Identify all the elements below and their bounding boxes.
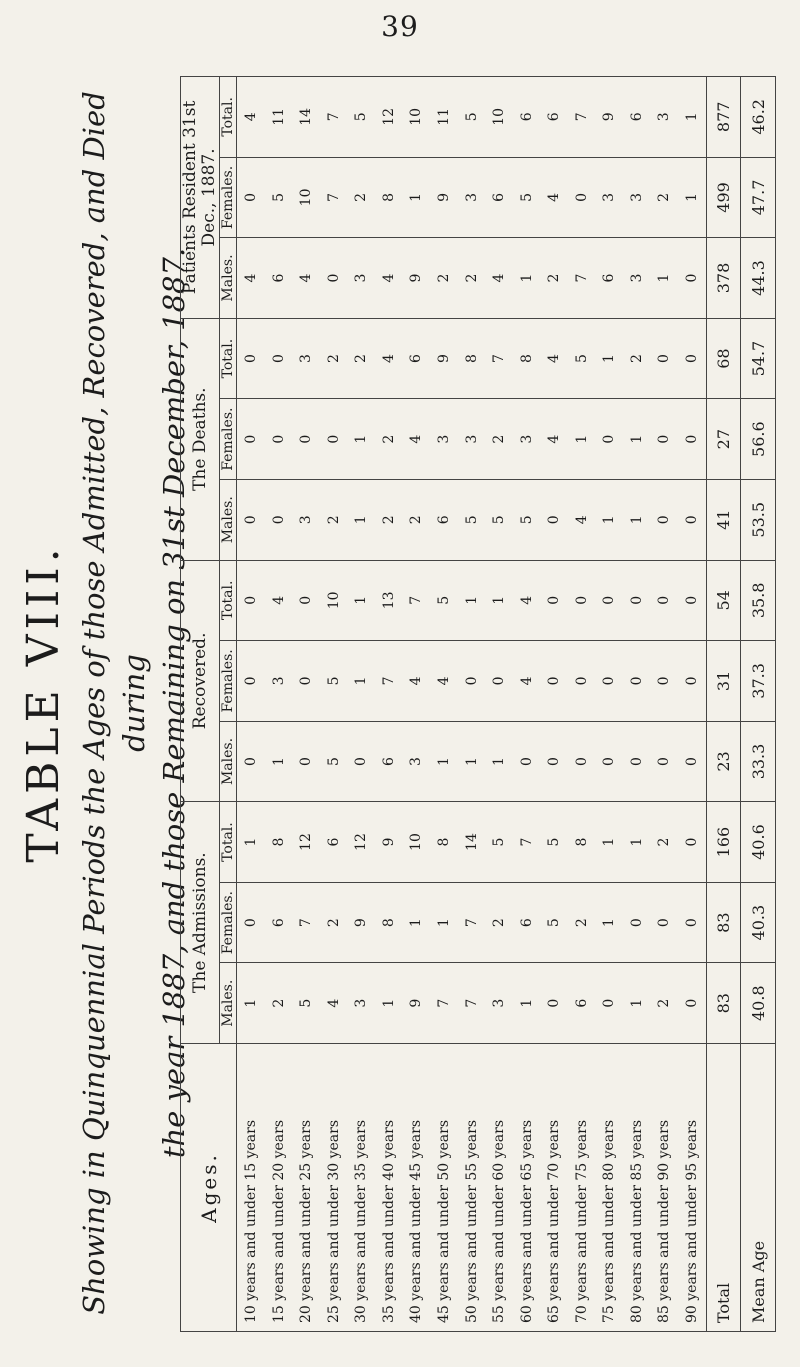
value-cell: 3	[623, 157, 651, 238]
value-cell: 0	[595, 963, 623, 1044]
table-row	[320, 77, 348, 1332]
value-cell: 6	[485, 157, 513, 238]
value-cell: 1	[678, 77, 706, 158]
value-cell: 12	[375, 77, 403, 158]
table-row	[265, 77, 293, 1332]
value-cell: 9	[595, 77, 623, 158]
row-label: 80 years and under 85 years	[623, 1044, 651, 1332]
value-cell: 5	[540, 802, 568, 883]
value-cell: 0	[237, 721, 265, 802]
row-label: 45 years and under 50 years	[430, 1044, 458, 1332]
sub-header-males: Males.	[220, 963, 237, 1044]
value-cell: 499	[707, 157, 741, 238]
value-cell: 41	[707, 479, 741, 560]
value-cell: 2	[540, 238, 568, 319]
value-cell: 9	[403, 963, 431, 1044]
value-cell: 0	[320, 399, 348, 480]
value-cell: 7	[458, 882, 486, 963]
value-cell: 0	[678, 479, 706, 560]
value-cell: 0	[348, 721, 376, 802]
group-header-row	[181, 77, 220, 1332]
value-cell: 877	[707, 77, 741, 158]
value-cell: 2	[375, 399, 403, 480]
value-cell: 0	[237, 399, 265, 480]
value-cell: 53.5	[741, 479, 776, 560]
value-cell: 2	[348, 318, 376, 399]
value-cell: 83	[707, 882, 741, 963]
value-cell: 1	[403, 157, 431, 238]
value-cell: 2	[320, 882, 348, 963]
value-cell: 3	[651, 77, 679, 158]
value-cell: 0	[678, 318, 706, 399]
table-row	[595, 77, 623, 1332]
value-cell: 54.7	[741, 318, 776, 399]
row-label: 20 years and under 25 years	[292, 1044, 320, 1332]
value-cell: 0	[678, 802, 706, 883]
row-label: 30 years and under 35 years	[348, 1044, 376, 1332]
table-row	[375, 77, 403, 1332]
value-cell: 7	[320, 77, 348, 158]
value-cell: 40.6	[741, 802, 776, 883]
value-cell: 1	[265, 721, 293, 802]
value-cell: 0	[568, 721, 596, 802]
value-cell: 4	[540, 399, 568, 480]
value-cell: 4	[568, 479, 596, 560]
value-cell: 1	[348, 641, 376, 722]
subtitle-line-1: Showing in Quinquennial Periods the Ages of those Admitted, Recovered, and Died during	[77, 91, 151, 1315]
value-cell: 4	[540, 318, 568, 399]
value-cell: 0	[678, 882, 706, 963]
value-cell: 5	[513, 479, 541, 560]
value-cell: 0	[237, 882, 265, 963]
value-cell: 0	[651, 399, 679, 480]
value-cell: 0	[623, 560, 651, 641]
value-cell: 4	[513, 560, 541, 641]
value-cell: 1	[237, 802, 265, 883]
value-cell: 40.8	[741, 963, 776, 1044]
value-cell: 1	[678, 157, 706, 238]
value-cell: 8	[568, 802, 596, 883]
value-cell: 46.2	[741, 77, 776, 158]
value-cell: 2	[568, 882, 596, 963]
value-cell: 6	[375, 721, 403, 802]
value-cell: 0	[595, 560, 623, 641]
value-cell: 5	[292, 963, 320, 1044]
value-cell: 4	[375, 318, 403, 399]
value-cell: 2	[651, 802, 679, 883]
table-row	[403, 77, 431, 1332]
value-cell: 8	[375, 882, 403, 963]
value-cell: 0	[595, 721, 623, 802]
value-cell: 0	[237, 479, 265, 560]
value-cell: 0	[292, 560, 320, 641]
sub-header-total: Total.	[220, 318, 237, 399]
value-cell: 3	[292, 318, 320, 399]
value-cell: 7	[320, 157, 348, 238]
value-cell: 0	[568, 641, 596, 722]
sub-header-females: Females.	[220, 882, 237, 963]
table-row	[485, 77, 513, 1332]
value-cell: 3	[292, 479, 320, 560]
value-cell: 33.3	[741, 721, 776, 802]
row-label: 75 years and under 80 years	[595, 1044, 623, 1332]
table-row	[237, 77, 265, 1332]
ages-statistics-table	[180, 76, 776, 1332]
value-cell: 3	[403, 721, 431, 802]
group-header-admissions: The Admissions.	[181, 802, 220, 1044]
value-cell: 7	[568, 77, 596, 158]
value-cell: 0	[651, 479, 679, 560]
value-cell: 9	[430, 157, 458, 238]
value-cell: 5	[320, 641, 348, 722]
value-cell: 0	[595, 399, 623, 480]
value-cell: 1	[623, 479, 651, 560]
row-label: 50 years and under 55 years	[458, 1044, 486, 1332]
value-cell: 5	[320, 721, 348, 802]
value-cell: 7	[430, 963, 458, 1044]
value-cell: 23	[707, 721, 741, 802]
ages-column-header: Ages.	[181, 1044, 237, 1332]
table-row	[513, 77, 541, 1332]
value-cell: 0	[568, 560, 596, 641]
value-cell: 5	[430, 560, 458, 641]
value-cell: 35.8	[741, 560, 776, 641]
value-cell: 0	[237, 157, 265, 238]
value-cell: 1	[485, 560, 513, 641]
value-cell: 7	[292, 882, 320, 963]
value-cell: 0	[623, 641, 651, 722]
value-cell: 2	[485, 882, 513, 963]
value-cell: 9	[375, 802, 403, 883]
value-cell: 1	[348, 560, 376, 641]
value-cell: 4	[403, 399, 431, 480]
value-cell: 40.3	[741, 882, 776, 963]
value-cell: 4	[320, 963, 348, 1044]
value-cell: 2	[320, 479, 348, 560]
value-cell: 8	[458, 318, 486, 399]
value-cell: 0	[568, 157, 596, 238]
value-cell: 83	[707, 963, 741, 1044]
row-label: 60 years and under 65 years	[513, 1044, 541, 1332]
value-cell: 4	[403, 641, 431, 722]
value-cell: 6	[568, 963, 596, 1044]
value-cell: 7	[375, 641, 403, 722]
table-row	[348, 77, 376, 1332]
row-label: Total	[707, 1044, 741, 1332]
value-cell: 0	[540, 479, 568, 560]
value-cell: 12	[348, 802, 376, 883]
value-cell: 0	[292, 641, 320, 722]
value-cell: 0	[595, 641, 623, 722]
value-cell: 0	[513, 721, 541, 802]
value-cell: 5	[265, 157, 293, 238]
value-cell: 6	[430, 479, 458, 560]
value-cell: 6	[540, 77, 568, 158]
table-row	[458, 77, 486, 1332]
value-cell: 2	[320, 318, 348, 399]
value-cell: 1	[485, 721, 513, 802]
value-cell: 0	[292, 399, 320, 480]
value-cell: 0	[678, 963, 706, 1044]
value-cell: 2	[430, 238, 458, 319]
value-cell: 1	[513, 238, 541, 319]
value-cell: 3	[595, 157, 623, 238]
row-label: 35 years and under 40 years	[375, 1044, 403, 1332]
value-cell: 1	[568, 399, 596, 480]
value-cell: 8	[265, 802, 293, 883]
table-row	[292, 77, 320, 1332]
value-cell: 56.6	[741, 399, 776, 480]
table-body	[237, 77, 776, 1332]
value-cell: 13	[375, 560, 403, 641]
value-cell: 0	[458, 641, 486, 722]
sub-header-males: Males.	[220, 238, 237, 319]
value-cell: 10	[320, 560, 348, 641]
value-cell: 27	[707, 399, 741, 480]
value-cell: 0	[651, 641, 679, 722]
value-cell: 9	[403, 238, 431, 319]
value-cell: 0	[678, 238, 706, 319]
value-cell: 37.3	[741, 641, 776, 722]
title-block	[10, 68, 191, 1338]
value-cell: 1	[348, 479, 376, 560]
value-cell: 1	[595, 882, 623, 963]
value-cell: 7	[485, 318, 513, 399]
value-cell: 14	[292, 77, 320, 158]
value-cell: 5	[348, 77, 376, 158]
value-cell: 2	[485, 399, 513, 480]
value-cell: 1	[348, 399, 376, 480]
value-cell: 0	[540, 560, 568, 641]
value-cell: 3	[458, 399, 486, 480]
value-cell: 2	[458, 238, 486, 319]
value-cell: 6	[595, 238, 623, 319]
value-cell: 7	[403, 560, 431, 641]
value-cell: 5	[458, 77, 486, 158]
value-cell: 4	[540, 157, 568, 238]
value-cell: 6	[320, 802, 348, 883]
value-cell: 0	[265, 318, 293, 399]
value-cell: 3	[265, 641, 293, 722]
value-cell: 1	[595, 802, 623, 883]
value-cell: 7	[458, 963, 486, 1044]
value-cell: 0	[485, 641, 513, 722]
value-cell: 1	[375, 963, 403, 1044]
value-cell: 166	[707, 802, 741, 883]
value-cell: 2	[623, 318, 651, 399]
row-label: 25 years and under 30 years	[320, 1044, 348, 1332]
value-cell: 0	[540, 721, 568, 802]
value-cell: 1	[623, 399, 651, 480]
value-cell: 11	[430, 77, 458, 158]
table-row	[678, 77, 706, 1332]
value-cell: 1	[430, 882, 458, 963]
value-cell: 0	[678, 721, 706, 802]
value-cell: 1	[595, 479, 623, 560]
total-row	[707, 77, 741, 1332]
value-cell: 2	[265, 963, 293, 1044]
value-cell: 0	[678, 641, 706, 722]
value-cell: 4	[375, 238, 403, 319]
value-cell: 54	[707, 560, 741, 641]
value-cell: 14	[458, 802, 486, 883]
value-cell: 5	[485, 802, 513, 883]
value-cell: 3	[458, 157, 486, 238]
value-cell: 1	[403, 882, 431, 963]
value-cell: 4	[237, 238, 265, 319]
value-cell: 0	[237, 641, 265, 722]
table-label: TABLE VIII.	[18, 543, 69, 863]
page-number: 39	[381, 10, 419, 43]
row-label: 55 years and under 60 years	[485, 1044, 513, 1332]
value-cell: 0	[292, 721, 320, 802]
value-cell: 6	[513, 882, 541, 963]
value-cell: 10	[403, 802, 431, 883]
value-cell: 6	[265, 882, 293, 963]
value-cell: 4	[485, 238, 513, 319]
row-label: 90 years and under 95 years	[678, 1044, 706, 1332]
group-header-recovered: Recovered.	[181, 560, 220, 802]
sub-header-females: Females.	[220, 641, 237, 722]
mean-age-row	[741, 77, 776, 1332]
row-label: 15 years and under 20 years	[265, 1044, 293, 1332]
value-cell: 7	[513, 802, 541, 883]
value-cell: 3	[485, 963, 513, 1044]
sub-header-males: Males.	[220, 721, 237, 802]
value-cell: 47.7	[741, 157, 776, 238]
sub-header-total: Total.	[220, 77, 237, 158]
value-cell: 0	[540, 963, 568, 1044]
value-cell: 0	[651, 318, 679, 399]
row-label: 85 years and under 90 years	[651, 1044, 679, 1332]
value-cell: 3	[430, 399, 458, 480]
value-cell: 1	[651, 238, 679, 319]
row-label: 10 years and under 15 years	[237, 1044, 265, 1332]
value-cell: 10	[485, 77, 513, 158]
value-cell: 11	[265, 77, 293, 158]
row-label: 65 years and under 70 years	[540, 1044, 568, 1332]
value-cell: 2	[403, 479, 431, 560]
value-cell: 6	[403, 318, 431, 399]
value-cell: 0	[237, 318, 265, 399]
row-label: 40 years and under 45 years	[403, 1044, 431, 1332]
value-cell: 10	[292, 157, 320, 238]
value-cell: 0	[651, 721, 679, 802]
value-cell: 7	[568, 238, 596, 319]
value-cell: 6	[513, 77, 541, 158]
value-cell: 0	[678, 399, 706, 480]
value-cell: 68	[707, 318, 741, 399]
table-row	[651, 77, 679, 1332]
value-cell: 378	[707, 238, 741, 319]
sub-header-females: Females.	[220, 157, 237, 238]
value-cell: 1	[458, 721, 486, 802]
value-cell: 1	[513, 963, 541, 1044]
table-row	[540, 77, 568, 1332]
value-cell: 0	[265, 479, 293, 560]
sub-header-total: Total.	[220, 560, 237, 641]
table-row	[430, 77, 458, 1332]
value-cell: 1	[430, 721, 458, 802]
value-cell: 4	[237, 77, 265, 158]
value-cell: 3	[348, 238, 376, 319]
value-cell: 10	[403, 77, 431, 158]
value-cell: 4	[265, 560, 293, 641]
value-cell: 3	[623, 238, 651, 319]
sub-header-females: Females.	[220, 399, 237, 480]
value-cell: 2	[375, 479, 403, 560]
sub-header-total: Total.	[220, 802, 237, 883]
value-cell: 9	[430, 318, 458, 399]
sub-header-males: Males.	[220, 479, 237, 560]
value-cell: 6	[623, 77, 651, 158]
value-cell: 0	[320, 238, 348, 319]
value-cell: 4	[430, 641, 458, 722]
value-cell: 1	[237, 963, 265, 1044]
value-cell: 0	[678, 560, 706, 641]
group-header-resident: Patients Resident 31st Dec., 1887.	[181, 77, 220, 319]
subtitle-line-2: the year 1887, and those Remaining on 31st December, 1887.	[157, 247, 191, 1159]
group-header-deaths: The Deaths.	[181, 318, 220, 560]
value-cell: 1	[595, 318, 623, 399]
value-cell: 5	[540, 882, 568, 963]
value-cell: 2	[651, 157, 679, 238]
value-cell: 0	[651, 882, 679, 963]
value-cell: 9	[348, 882, 376, 963]
table-row	[623, 77, 651, 1332]
value-cell: 8	[375, 157, 403, 238]
value-cell: 1	[623, 963, 651, 1044]
value-cell: 0	[540, 641, 568, 722]
value-cell: 1	[623, 802, 651, 883]
value-cell: 5	[458, 479, 486, 560]
table-row	[568, 77, 596, 1332]
value-cell: 5	[513, 157, 541, 238]
value-cell: 5	[485, 479, 513, 560]
row-label: 70 years and under 75 years	[568, 1044, 596, 1332]
value-cell: 12	[292, 802, 320, 883]
rotated-table-page	[10, 68, 790, 1338]
value-cell: 3	[348, 963, 376, 1044]
value-cell: 2	[651, 963, 679, 1044]
value-cell: 8	[513, 318, 541, 399]
value-cell: 0	[623, 882, 651, 963]
value-cell: 1	[458, 560, 486, 641]
value-cell: 2	[348, 157, 376, 238]
value-cell: 4	[292, 238, 320, 319]
value-cell: 0	[623, 721, 651, 802]
value-cell: 4	[513, 641, 541, 722]
value-cell: 31	[707, 641, 741, 722]
value-cell: 44.3	[741, 238, 776, 319]
value-cell: 3	[513, 399, 541, 480]
value-cell: 8	[430, 802, 458, 883]
value-cell: 0	[651, 560, 679, 641]
row-label: Mean Age	[741, 1044, 776, 1332]
value-cell: 0	[265, 399, 293, 480]
value-cell: 6	[265, 238, 293, 319]
value-cell: 5	[568, 318, 596, 399]
value-cell: 0	[237, 560, 265, 641]
